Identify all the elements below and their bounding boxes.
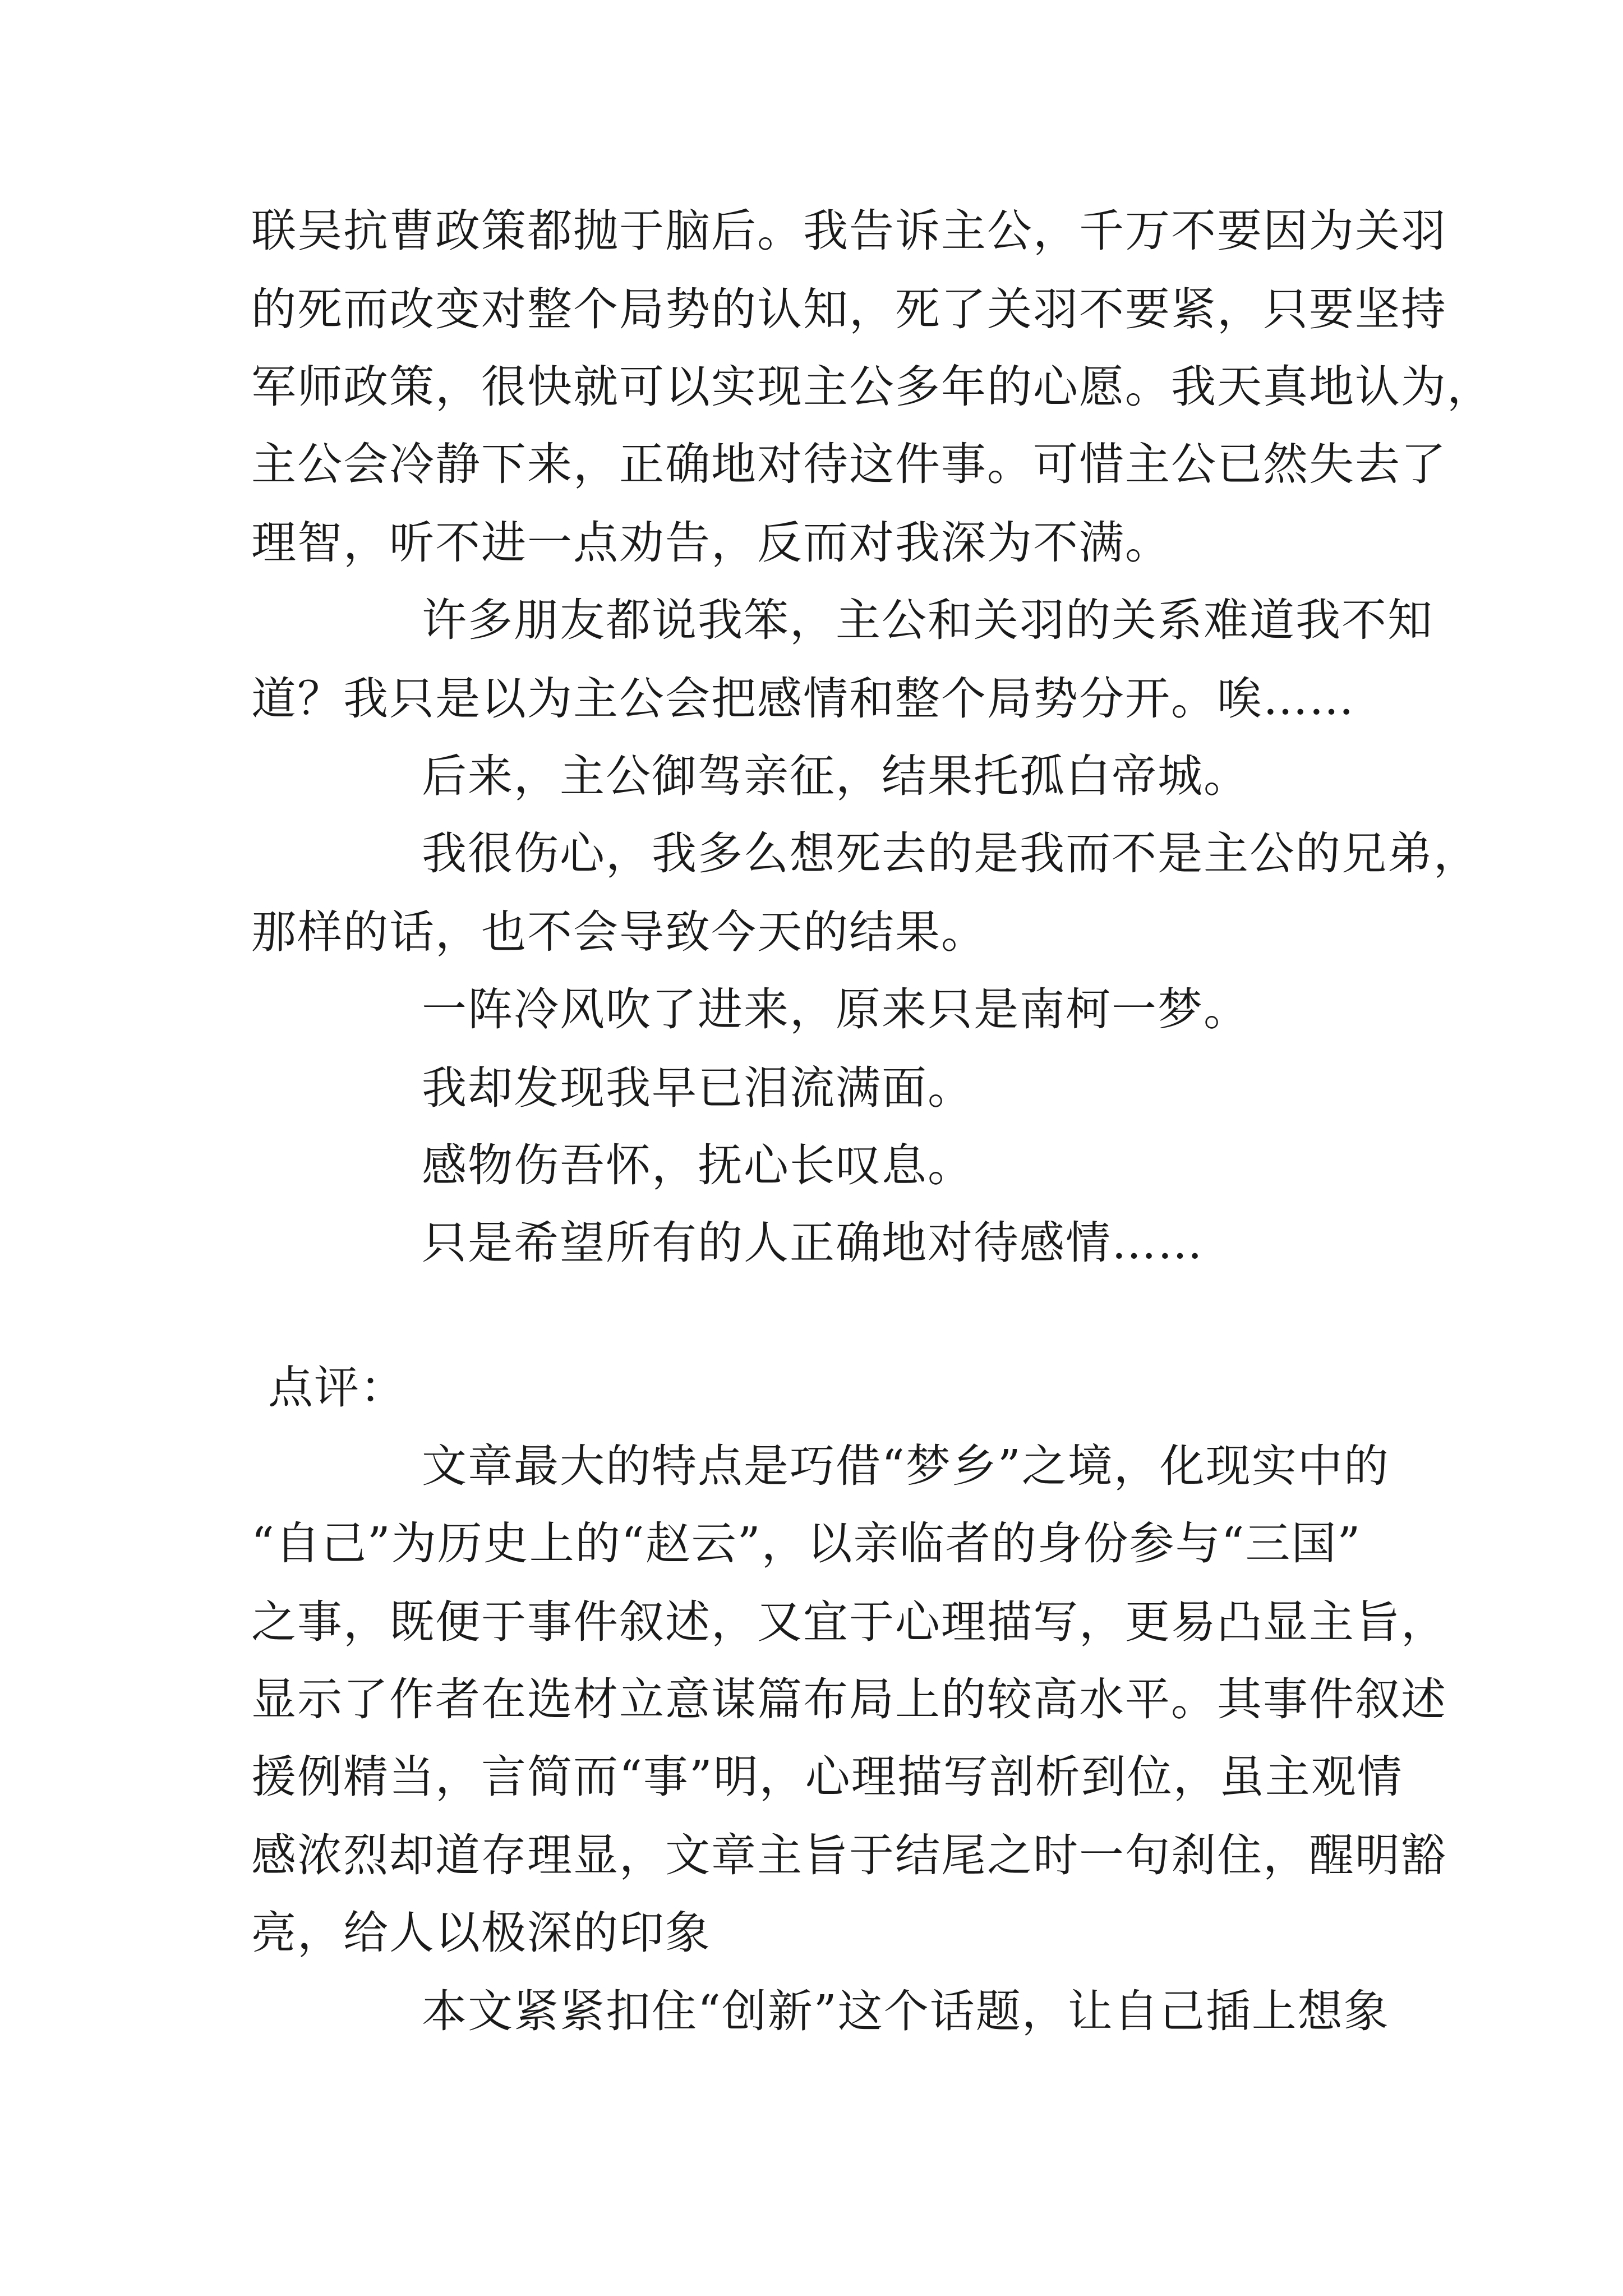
review-line-7: 亮，给人以极深的印象 [251,1907,711,1959]
review-paragraph-start: 文章最大的特点是巧借“梦乡”之境，化现实中的 [422,1440,1390,1492]
article-line-5: 理智，听不进一点劝告，反而对我深为不满。 [251,517,1171,569]
article-paragraph-start: 后来，主公御驾亲征，结果托孤白帝城。 [422,750,1249,802]
review-line-5: 援例精当，言简而“事”明，心理描写剖析到位，虽主观情 [251,1751,1403,1803]
article-paragraph-start: 只是希望所有的人正确地对待感情…… [422,1217,1204,1269]
review-line-3: 之事，既便于事件叙述，又宜于心理描写，更易凸显主旨， [251,1596,1447,1648]
review-label: 点评： [268,1361,406,1414]
article-paragraph-start: 感物伤吾怀，抚心长叹息。 [422,1139,974,1191]
article-paragraph-start: 我很伤心，我多么想死去的是我而不是主公的兄弟， [422,827,1479,880]
article-line-2: 的死而改变对整个局势的认知，死了关羽不要紧，只要坚持 [251,283,1447,335]
review-line-4: 显示了作者在选材立意谋篇布局上的较高水平。其事件叙述 [251,1673,1447,1726]
article-line-3: 军师政策，很快就可以实现主公多年的心愿。我天真地认为， [251,361,1493,413]
article-paragraph-start: 我却发现我早已泪流满面。 [422,1062,974,1114]
review-line-2: “自己”为历史上的“赵云”，以亲临者的身份参与“三国” [251,1517,1362,1570]
article-paragraph-start: 许多朋友都说我笨，主公和关羽的关系难道我不知 [422,594,1433,646]
article-paragraph-start: 一阵冷风吹了进来，原来只是南柯一梦。 [422,983,1249,1036]
review-paragraph-start: 本文紧紧扣住“创新”这个话题，让自己插上想象 [422,1985,1390,2037]
article-line-7: 道？我只是以为主公会把感情和整个局势分开。唉…… [251,673,1355,725]
article-line-4: 主公会冷静下来，正确地对待这件事。可惜主公已然失去了 [251,438,1447,490]
article-line-1: 联吴抗曹政策都抛于脑后。我告诉主公，千万不要因为关羽 [251,205,1447,257]
review-line-6: 感浓烈却道存理显，文章主旨于结尾之时一句刹住，醒明豁 [251,1829,1447,1881]
article-line-10: 那样的话，也不会导致今天的结果。 [251,906,987,958]
